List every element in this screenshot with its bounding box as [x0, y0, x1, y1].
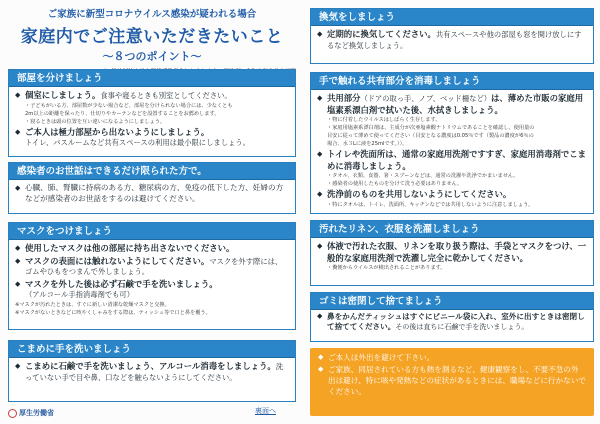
- page-subtitle: 〜８つのポイント〜: [102, 50, 202, 63]
- next-page-link[interactable]: 裏面へ: [255, 407, 276, 415]
- section-ventilate-title: 換気をしましょう: [311, 9, 593, 26]
- list-item: ◆ トイレや洗面所は、通常の家庭用洗剤ですすぎ、家庭用消毒剤でこまめに消毒しましょう。: [317, 149, 586, 171]
- diamond-bullet-icon: ◆: [317, 30, 323, 38]
- header-line1: ご家族に新型コロナウイルス感染が疑われる場合: [47, 9, 257, 20]
- diamond-bullet-icon: ◆: [15, 279, 21, 288]
- section-ventilate: [310, 8, 594, 64]
- page-header: [8, 6, 296, 75]
- ministry-logo: 厚生労働省: [8, 408, 54, 418]
- warning-box: [310, 348, 594, 416]
- diamond-bullet-icon: ◆: [317, 312, 323, 320]
- page-title: 家庭内でご注意いただきたいこと: [20, 27, 284, 47]
- list-item: ◆ ご本人は極力部屋から出ないようにしましょう。 トイレ、バスルームなど共有スペースの利用は最小限にしましょう。: [15, 126, 250, 148]
- section-trash-title: ゴミは密閉して捨てましょう: [311, 293, 593, 310]
- list-item: ◆ 使用したマスクは他の部屋に持ち出さないでください。: [15, 243, 235, 253]
- list-item: ◆ 個室にしましょう。食事や寝るときも別室としてください。: [15, 90, 232, 100]
- list-item: ◆ 洗浄前のものを共用しないようにしてください。: [317, 189, 512, 200]
- section-room: 部屋を分けましょう ◆ 個室にしましょう。食事や寝るときも別室としてください。 ・子どもがいる方、部屋数が少ない場合など、部屋を分けられない場合には、少なくとも 2m以上の距離を保ったり、仕切りやカーテンなどを設置することをお薦めします。 ・寝るときは頭の位置を互い違いになるようにしましょう。 ◆ ご本人は極力部屋から出ないようにしましょう。 トイレ、バスルームなど共有スペースの利用は最小限にしましょう。: [8, 69, 296, 157]
- diamond-bullet-icon: ◆: [15, 127, 21, 136]
- section-trash: [310, 292, 594, 342]
- diamond-bullet-icon: ◆: [15, 91, 21, 99]
- list-item: ◆ 体液で汚れた衣服、リネンを取り扱う際は、手袋とマスクをつけ、一般的な家庭用洗剤で洗濯し完全に乾かしてください。: [317, 241, 587, 263]
- diamond-bullet-icon: ◆: [318, 353, 324, 361]
- list-item: ◆ 定期的に換気してください。共有スペースや他の部屋も窓を開け放しにするなど換気しましょう。: [317, 29, 582, 50]
- list-item: ◆ ご本人は外出を避けて下さい。: [318, 353, 435, 362]
- section-caregiver: [8, 162, 296, 214]
- list-item: ◆ マスクの表面には触れないようにしてください。マスクを外す際には、ゴムやひもをつまんで外しましょう。: [15, 255, 283, 277]
- section-handwash: [8, 340, 296, 402]
- list-item: ◆ マスクを外した後は必ず石鹸で手を洗いましょう。 （アルコール手指消毒剤でも可）: [15, 278, 218, 300]
- diamond-bullet-icon: ◆: [15, 256, 21, 265]
- list-item: ◆ ご家族、同居されている方も熱を測るなど、健康観察をし、不要不急の外出は避け、特に咳や発熱などの症状があるときには、職場などに行かないでください。: [318, 365, 586, 396]
- section-room-title: 部屋を分けましょう: [9, 70, 295, 87]
- diamond-bullet-icon: ◆: [317, 150, 323, 159]
- section-mask: マスクをつけましょう ◆ 使用したマスクは他の部屋に持ち出さないでください。 ◆ マスクの表面には触れないようにしてください。マスクを外す際には、ゴムやひもをつまんで外しましょう。 ◆ マスクを外した後は必ず石鹸で手を洗いましょう。 （アルコール手指消毒剤でも可） ※マスクが汚れたときは、すぐに新しい清潔な乾燥マスクと交換。 ※マスクがないときなどに咳やくしゃみをする際は、ティッシュ等で口と鼻を覆う。: [8, 222, 296, 330]
- list-item: ◆ こまめに石鹸で手を洗いましょう、アルコール消毒をしましょう。洗っていない手で目や鼻、口などを触らないようにしてください。: [15, 361, 284, 382]
- list-item: ◆ 心臓、肺、腎臓に持病のある方、糖尿病の方、免疫の低下した方、妊婦の方などが感染者のお世話をするのは避けてください。: [15, 183, 284, 203]
- diamond-bullet-icon: ◆: [15, 362, 21, 370]
- diamond-bullet-icon: ◆: [317, 242, 323, 250]
- section-disinfect-title: 手で触れる共有部分を消毒しましょう: [311, 73, 593, 90]
- diamond-bullet-icon: ◆: [318, 365, 324, 373]
- section-linen: 汚れたリネン、衣服を洗濯しましょう ◆ 体液で汚れた衣服、リネンを取り扱う際は、手袋とマスクをつけ、一般的な家庭用洗剤で洗濯し完全に乾かしてください。 ・糞便からウイルスが検出されることがあります。: [310, 220, 594, 286]
- list-item: ◆ 共用部分（ドアの取っ手、ノブ、ベッド柵など）は、薄めた市販の家庭用塩素系漂白剤で拭いた後、水拭きしましょう。: [317, 93, 584, 115]
- section-linen-title: 汚れたリネン、衣服を洗濯しましょう: [311, 221, 593, 238]
- section-handwash-title: こまめに手を洗いましょう: [9, 341, 295, 358]
- diamond-bullet-icon: ◆: [317, 190, 323, 199]
- section-mask-title: マスクをつけましょう: [9, 223, 295, 240]
- section-caregiver-title: 感染者のお世話はできるだけ限られた方で。: [9, 163, 295, 180]
- section-disinfect: 手で触れる共有部分を消毒しましょう ◆ 共用部分（ドアの取っ手、ノブ、ベッド柵など）は、薄めた市販の家庭用塩素系漂白剤で拭いた後、水拭きしましょう。 ・物に付着したウイルスはしばらく生存します。 ・家庭用塩素系漂白剤は、主成分が次亜塩素酸ナトリウムであることを確認し、使用量の 目安に従って薄めて使ってください（目安となる濃度は0.05％です（製品の濃度が6％の 場合、水３Lに液を25mlです。））。 ◆ トイレや洗面所は、通常の家庭用洗剤ですすぎ、家庭用消毒剤でこまめに消毒しましょう。 ・タオル、衣類、食器、箸・スプーンなどは、通常の洗濯や洗浄でかまいません。 ・感染者の使用したものを分けて洗う必要はありません。 ◆ 洗浄前のものを共用しないようにしてください。 ・特にタオルは、トイレ、洗面所、キッチンなどでは共用しないように注意しましょう。: [310, 72, 594, 214]
- diamond-bullet-icon: ◆: [15, 184, 21, 192]
- ministry-logo-icon: [8, 409, 17, 418]
- diamond-bullet-icon: ◆: [15, 244, 21, 252]
- diamond-bullet-icon: ◆: [317, 94, 323, 102]
- list-item: ◆ 鼻をかんだティッシュはすぐにビニール袋に入れ、室外に出すときは密閉して捨ててください。その後は直ちに石鹸で手を洗いましょう。: [317, 312, 585, 331]
